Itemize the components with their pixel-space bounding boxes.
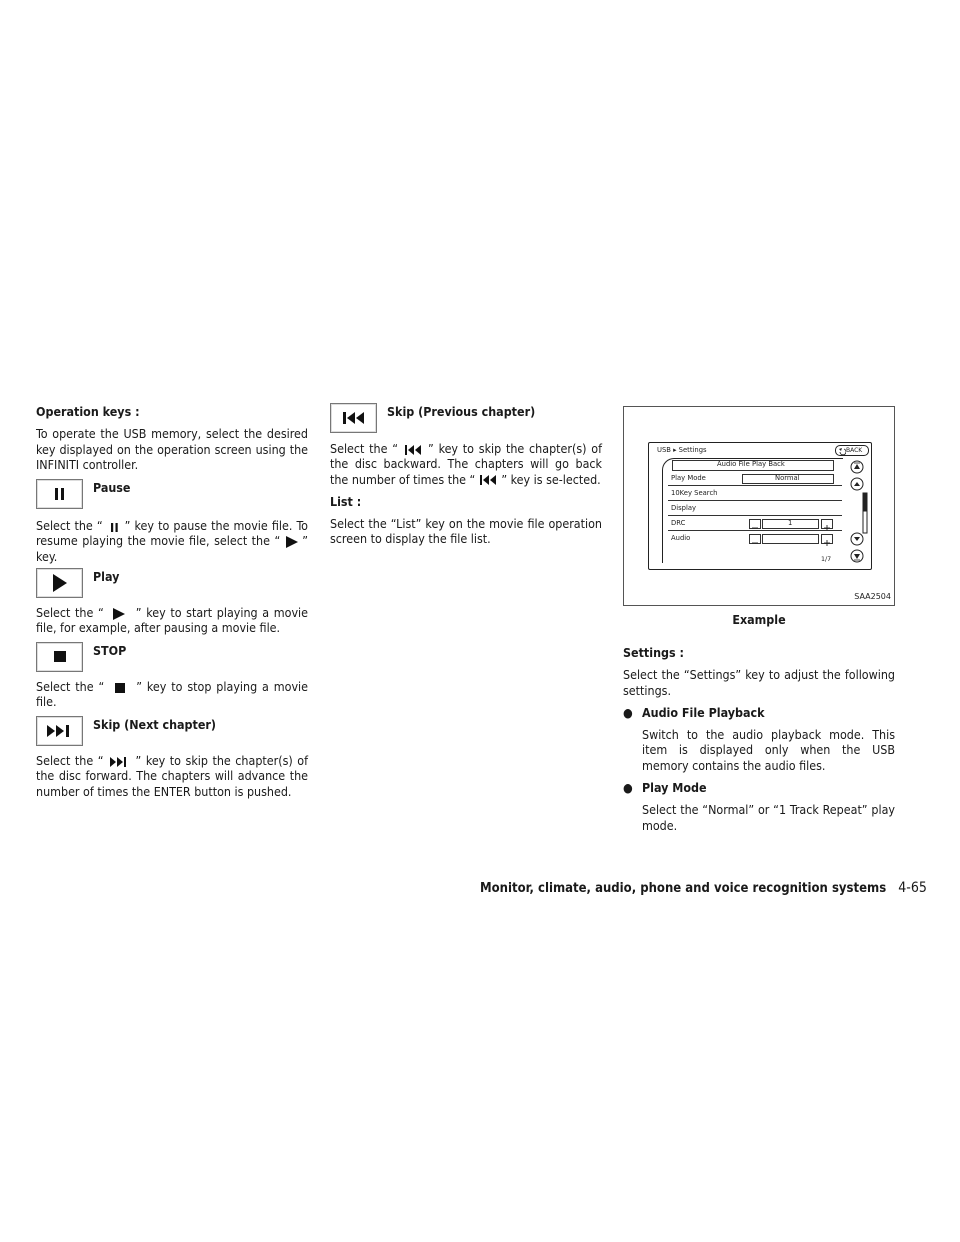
drc-plus-button [821,519,833,529]
skip-prev-text-a: Select the “ [330,441,399,456]
row-divider [668,530,842,531]
list-text: Select the “List” key on the movie file operation screen to display the file list. [330,516,602,547]
figure-code: SAA2504 [854,591,891,601]
skip-next-text-b: ” key to skip the chapter(s) of the disc forward. The chapters will advance the number of times the ENTER button is pushed. [36,753,308,799]
pause-inline-icon [103,521,125,533]
figure-caption: Example [732,612,786,627]
skip-prev-description [330,441,602,547]
row-play-mode: Play Mode [671,474,706,482]
play-description [36,605,308,636]
back-arrow-icon [838,447,846,455]
breadcrumb: USB ▸ Settings [657,446,707,454]
bullet1-title: Audio File Playback [642,704,765,720]
bullet2-text: Select the “Normal” or “1 Track Repeat” play mode. [642,802,895,833]
row-divider [668,485,842,486]
row-divider [668,515,842,516]
page-footer [480,881,927,896]
skip-prev-inline-icon [398,444,428,456]
left-column [36,404,308,472]
footer-page-number: 4-65 [898,880,927,896]
pause-text-c: ” key. [36,533,308,564]
play-key-icon [36,568,83,598]
row-divider [668,500,842,501]
pause-description [36,518,308,564]
play-inline-icon [280,536,302,548]
drc-value: 1 [788,519,793,527]
settings-heading: Settings : [623,645,684,660]
stop-text-b: ” key to stop playing a movie file. [36,679,308,710]
right-column [623,645,895,833]
skip-next-text-a: Select the “ [36,753,104,768]
stop-key-icon [36,642,83,672]
drc-minus-button [749,519,761,529]
play-title: Play [93,569,120,584]
pause-title: Pause [93,480,131,495]
skip-next-inline-icon [104,756,136,768]
play-mode-value: Normal [775,474,800,482]
operation-keys-heading: Operation keys : [36,404,140,419]
pause-text-a: Select the “ [36,518,103,533]
skip-prev-key-icon [330,403,377,433]
play-text-a: Select the “ [36,605,104,620]
footer-section-title: Monitor, climate, audio, phone and voice recognition systems [480,881,887,896]
operation-keys-text: To operate the USB memory, select the desired key displayed on the operation screen using the INFINITI controller. [36,426,308,472]
row-display: Display [671,504,697,512]
skip-next-key-icon [36,716,83,746]
stop-inline-icon [104,682,136,694]
bullet2-title: Play Mode [642,780,707,796]
list-heading: List : [330,493,362,509]
skip-prev-text-c: ” key is se-lected. [501,471,601,487]
pause-text-b: ” key to pause the movie file. To resume playing the movie file, select the “ [36,518,308,549]
pause-key-icon [36,479,83,509]
skip-prev-title: Skip (Previous chapter) [387,404,536,419]
play-inline-icon-2 [104,608,136,620]
menu-title: Audio File Play Back [717,460,785,468]
row-audio: Audio [671,534,691,542]
page-indicator: 1/7 [821,556,832,563]
skip-next-description [36,753,308,799]
stop-title: STOP [93,643,127,658]
bullet-audio-file-playback [623,705,895,720]
bullet-icon: ● [623,704,633,720]
settings-screen [648,442,872,570]
bullet-icon: ● [623,780,633,796]
row-drc: DRC [671,519,686,527]
audio-plus-button [821,534,833,544]
audio-value-box [762,534,819,544]
bullet1-text: Switch to the audio playback mode. This item is displayed only when the USB memory contains the audio files. [642,727,895,773]
stop-description [36,679,308,710]
back-label: BACK [846,447,863,454]
skip-prev-text-b: ” key to skip the chapter(s) of the disc backward. The chapters will go back the number of times the “ [330,441,602,487]
skip-next-title: Skip (Next chapter) [93,717,217,732]
settings-text: Select the “Settings” key to adjust the following settings. [623,667,895,698]
row-10key-search: 10Key Search [671,489,718,497]
settings-screen-figure [623,406,895,606]
skip-prev-inline-icon-2 [475,474,501,486]
play-text-b: ” key to start playing a movie file, for example, after pausing a movie file. [36,605,308,636]
bullet-play-mode [623,780,895,795]
stop-text-a: Select the “ [36,679,105,694]
audio-minus-button [749,534,761,544]
scroll-controls [847,445,871,567]
